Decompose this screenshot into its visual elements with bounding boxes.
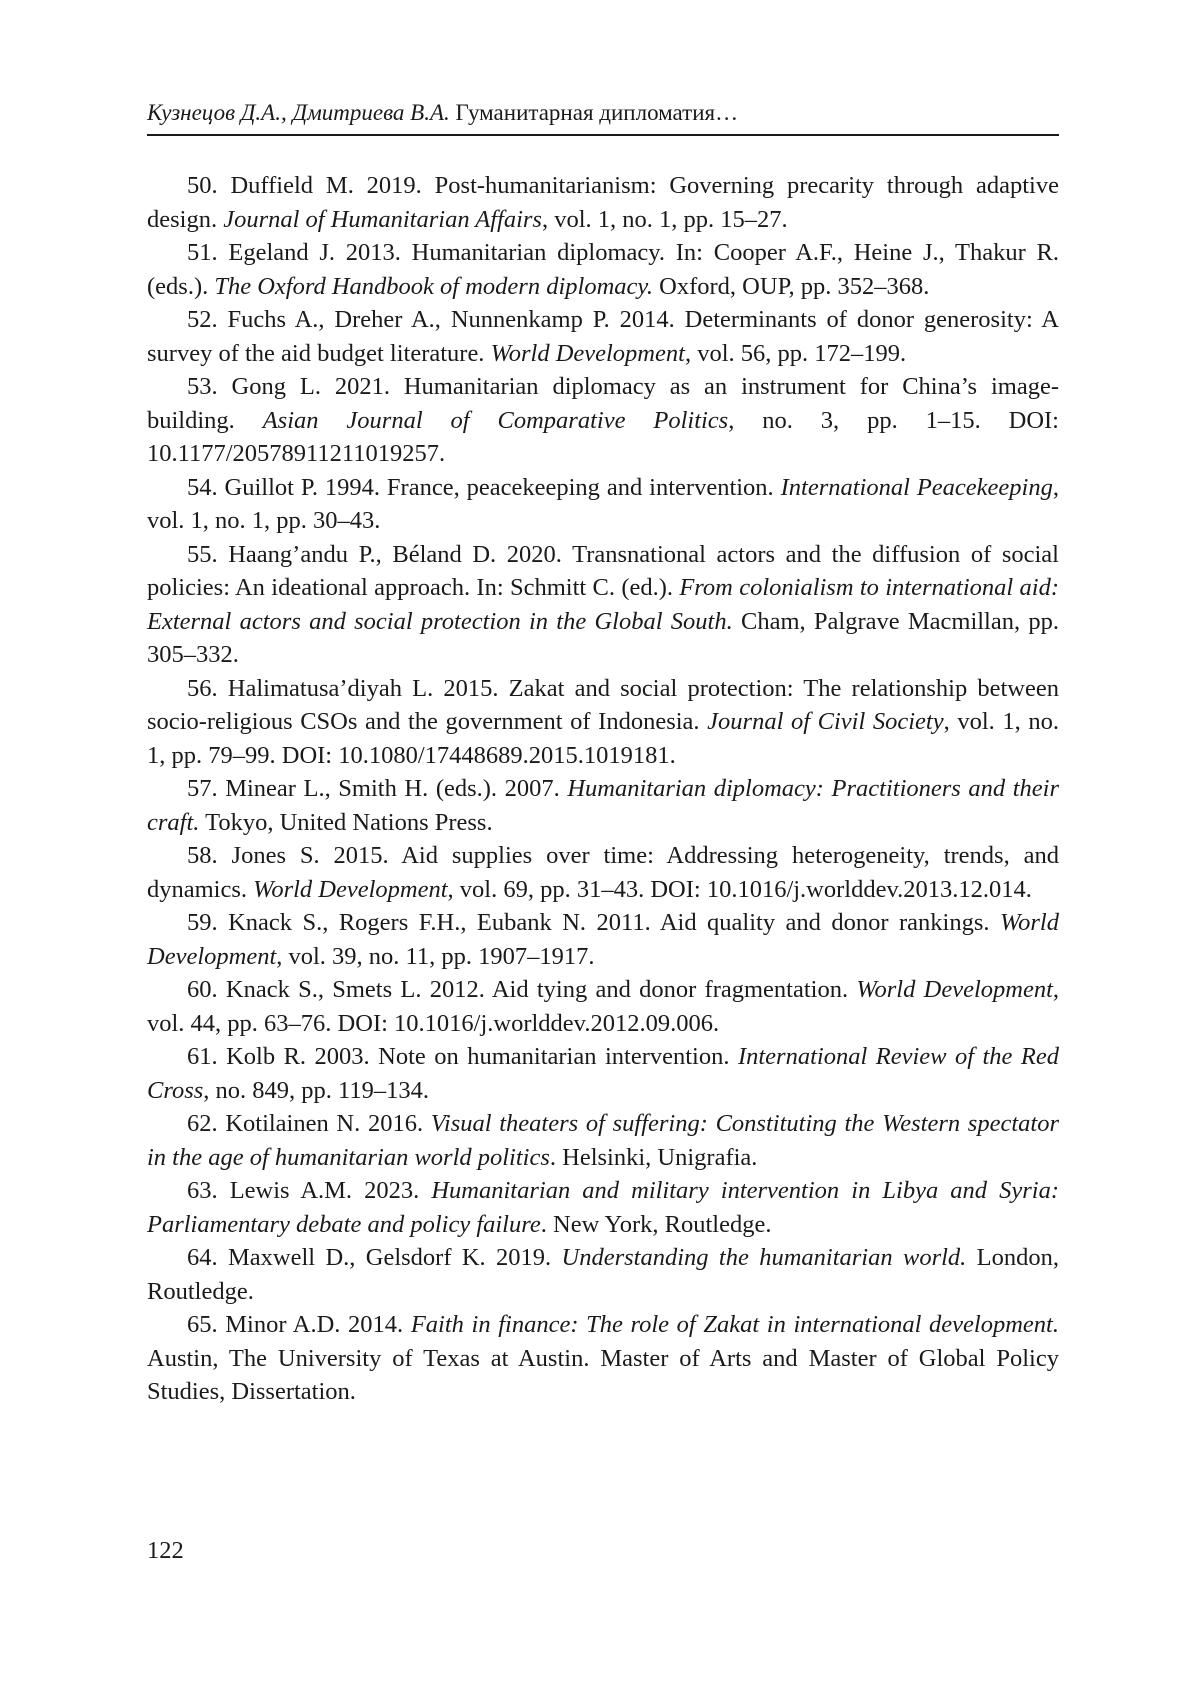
reference-details: Tokyo, United Nations Press. — [199, 808, 493, 836]
reference-text: 52. Fuchs A., Dreher A., Nunnenkamp P. 2014. Determinants of donor generosity: A survey of the aid budget literature. — [147, 306, 1059, 367]
reference-text: 63. Lewis A.M. 2023. — [187, 1177, 432, 1204]
reference-text: 61. Kolb R. 2003. Note on humanitarian intervention. — [187, 1043, 738, 1070]
reference-source: Visual theaters of suffering: Constituting the Western spectator in the age of humanitarian world politics — [147, 1110, 1059, 1171]
reference-text: 53. Gong L. 2021. Humanitarian diplomacy as an instrument for China’s image-building. — [147, 373, 1059, 434]
reference-item — [147, 538, 1059, 672]
reference-source: International Peacekeeping — [780, 473, 1053, 501]
reference-text: 58. Jones S. 2015. Aid supplies over time: Addressing heterogeneity, trends, and dynamics. — [147, 842, 1059, 903]
reference-item — [147, 973, 1059, 1040]
reference-details: Austin, The University of Texas at Austin. Master of Arts and Master of Global Policy Studies, Dissertation. — [147, 1344, 1059, 1405]
header-authors: Кузнецов Д.А., Дмитриева В.А. — [147, 100, 450, 125]
reference-details: . New York, Routledge. — [540, 1210, 772, 1238]
reference-text: 59. Knack S., Rogers F.H., Eubank N. 2011. Aid quality and donor rankings. — [187, 909, 1000, 936]
reference-item — [147, 672, 1059, 773]
reference-details: . Helsinki, Unigrafia. — [549, 1143, 758, 1171]
reference-details: Cham, Palgrave Macmillan, pp. 305–332. — [147, 607, 1059, 668]
reference-text: 60. Knack S., Smets L. 2012. Aid tying and donor fragmentation. — [187, 976, 857, 1003]
reference-source: Asian Journal of Comparative Politics — [262, 406, 729, 434]
reference-item — [147, 906, 1059, 973]
reference-details: , vol. 69, pp. 31–43. DOI: 10.1016/j.worlddev.2013.12.014. — [447, 875, 1032, 903]
reference-text: 51. Egeland J. 2013. Humanitarian diplomacy. In: Cooper A.F., Heine J., Thakur R. (eds.). — [147, 239, 1059, 300]
reference-source: Humanitarian diplomacy: Practitioners and their craft. — [147, 775, 1059, 836]
reference-item — [147, 1040, 1059, 1107]
reference-item — [147, 1107, 1059, 1174]
reference-details: Oxford, OUP, pp. 352–368. — [653, 272, 930, 300]
reference-source: From colonialism to international aid: External actors and social protection in the Global South. — [147, 574, 1059, 635]
reference-item — [147, 169, 1059, 236]
reference-list — [147, 169, 1059, 1409]
reference-source: International Review of the Red Cross — [147, 1043, 1060, 1104]
reference-details: London, Routledge. — [147, 1244, 1060, 1305]
running-header — [147, 98, 1059, 136]
reference-item — [147, 236, 1059, 303]
reference-details: , vol. 56, pp. 172–199. — [684, 339, 907, 367]
header-title: Гуманитарная дипломатия… — [455, 100, 739, 125]
reference-text: 64. Maxwell D., Gelsdorf K. 2019. — [187, 1244, 562, 1271]
reference-details: , vol. 1, no. 1, pp. 30–43. — [147, 473, 1059, 534]
reference-details: , no. 849, pp. 119–134. — [203, 1076, 430, 1104]
reference-source: World Development — [147, 909, 1059, 970]
reference-source: World Development — [490, 339, 685, 367]
reference-details: , vol. 39, no. 11, pp. 1907–1917. — [276, 942, 595, 970]
reference-details: , vol. 1, no. 1, pp. 79–99. DOI: 10.1080/17448689.2015.1019181. — [147, 708, 1059, 769]
reference-item — [147, 471, 1059, 538]
reference-item — [147, 370, 1059, 471]
reference-details: , no. 3, pp. 1–15. DOI: 10.1177/20578911211019257. — [147, 406, 1059, 467]
reference-source: Journal of Humanitarian Affairs — [223, 205, 542, 233]
reference-text: 62. Kotilainen N. 2016. — [187, 1110, 431, 1137]
reference-text: 57. Minear L., Smith H. (eds.). 2007. — [187, 775, 568, 802]
reference-text: 65. Minor A.D. 2014. — [187, 1311, 411, 1338]
page-number: 122 — [147, 1537, 184, 1564]
reference-item — [147, 1241, 1059, 1308]
reference-text: 56. Halimatusa’diyah L. 2015. Zakat and social protection: The relationship between socio-religious CSOs and the government of Indonesia. — [147, 674, 1059, 735]
reference-item — [147, 839, 1059, 906]
reference-source: Faith in finance: The role of Zakat in international development. — [410, 1311, 1059, 1338]
reference-source: The Oxford Handbook of modern diplomacy. — [214, 272, 654, 300]
reference-item — [147, 303, 1059, 370]
reference-source: Journal of Civil Society — [707, 708, 944, 735]
reference-source: World Development — [856, 976, 1053, 1003]
reference-text: 55. Haang’andu P., Béland D. 2020. Transnational actors and the diffusion of social policies: An ideational approach. In: Schmitt C. (ed.). — [147, 540, 1059, 601]
reference-details: , vol. 44, pp. 63–76. DOI: 10.1016/j.worlddev.2012.09.006. — [147, 976, 1060, 1037]
reference-item — [147, 1308, 1059, 1409]
reference-source: Humanitarian and military intervention in Libya and Syria: Parliamentary debate and policy failure — [147, 1177, 1060, 1238]
reference-text: 54. Guillot P. 1994. France, peacekeeping and intervention. — [187, 473, 781, 501]
reference-source: Understanding the humanitarian world. — [561, 1244, 967, 1271]
reference-item — [147, 1174, 1059, 1241]
reference-source: World Development — [253, 875, 448, 903]
reference-text: 50. Duffield M. 2019. Post-humanitarianism: Governing precarity through adaptive design. — [147, 172, 1059, 233]
reference-item — [147, 772, 1059, 839]
reference-details: , vol. 1, no. 1, pp. 15–27. — [541, 205, 788, 233]
